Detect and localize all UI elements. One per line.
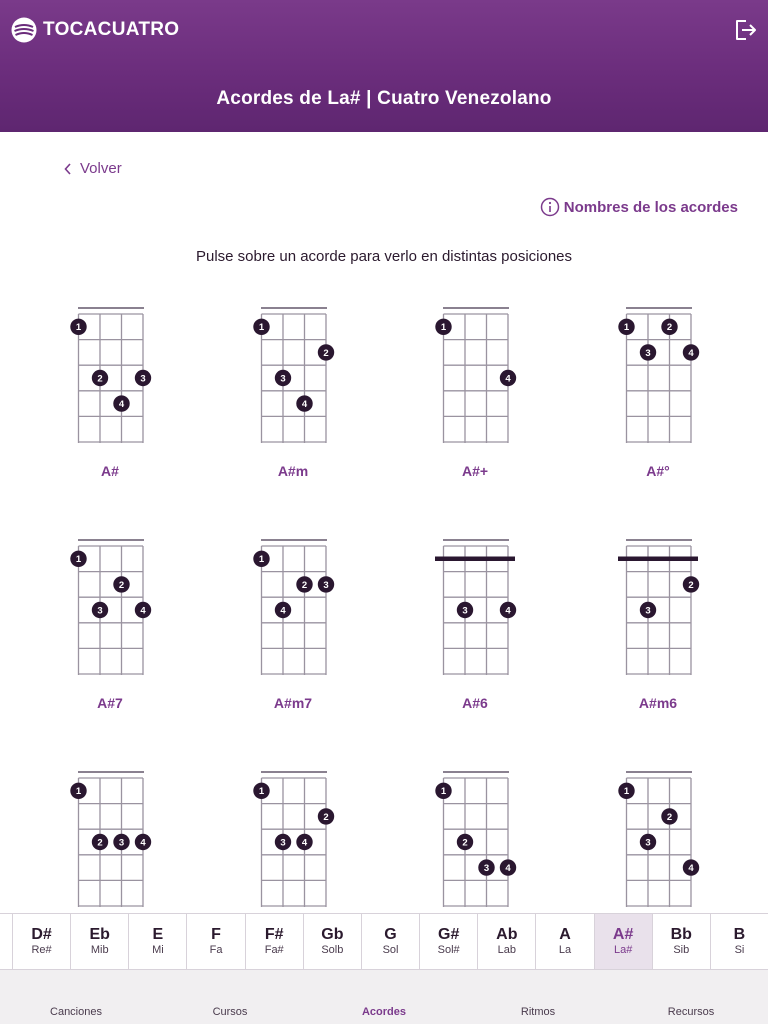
fretboard: [598, 768, 718, 912]
svg-text:3: 3: [323, 579, 329, 591]
finger-dot: [113, 576, 129, 592]
svg-text:3: 3: [645, 347, 651, 359]
chord-diagram[interactable]: [598, 304, 718, 494]
note-selector: [0, 913, 768, 970]
chord-diagram[interactable]: [50, 304, 170, 494]
logo-text: TOCACUATRO: [43, 19, 180, 40]
svg-text:4: 4: [118, 399, 125, 410]
finger-dot: [457, 834, 473, 850]
fretboard: [415, 536, 535, 686]
page-title: Acordes de La# | Cuatro Venezolano: [216, 88, 552, 109]
note-solfege: La: [558, 944, 572, 956]
fretboard: [233, 304, 353, 454]
fretboard: [598, 304, 718, 454]
logo-icon: [11, 17, 37, 43]
finger-dot: [683, 859, 699, 875]
fretboard: [415, 768, 535, 912]
note-solfege: Fa#: [264, 944, 284, 956]
note-solfege: Mi: [152, 944, 164, 956]
nav-item-cursos[interactable]: Cursos: [212, 1006, 248, 1018]
note-name: Gb: [321, 926, 344, 943]
note-name: D#: [31, 926, 52, 943]
note-tab-si[interactable]: [710, 914, 768, 969]
note-tab-fa-sharp[interactable]: [245, 914, 303, 969]
note-name: F#: [264, 926, 284, 943]
fretboard: [598, 536, 718, 686]
chord-diagram[interactable]: [50, 536, 170, 726]
note-tab-sol[interactable]: [361, 914, 419, 969]
finger-dot: [113, 834, 129, 850]
finger-dot: [500, 859, 516, 875]
back-button[interactable]: [64, 160, 122, 177]
finger-dot: [318, 576, 334, 592]
svg-text:3: 3: [280, 373, 286, 385]
nav-item-acordes[interactable]: Acordes: [361, 1006, 407, 1018]
note-solfege: Sol: [382, 944, 399, 956]
finger-dot: [296, 834, 312, 850]
chevron-left-icon: [64, 163, 72, 175]
back-label: Volver: [80, 160, 122, 177]
fretboard: [415, 304, 535, 454]
chord-diagram[interactable]: [415, 536, 535, 726]
svg-text:1: 1: [623, 322, 630, 334]
svg-text:4: 4: [140, 837, 146, 849]
chord-name: A#m7: [273, 695, 313, 711]
svg-text:1: 1: [440, 786, 447, 798]
finger-dot: [683, 576, 699, 592]
finger-dot: [135, 602, 151, 618]
chord-diagram[interactable]: [598, 768, 718, 912]
finger-dot: [640, 602, 656, 618]
chord-diagram[interactable]: [233, 536, 353, 726]
svg-text:2: 2: [666, 322, 673, 334]
finger-dot: [113, 395, 129, 411]
finger-dot: [92, 834, 108, 850]
svg-text:3: 3: [280, 837, 286, 849]
chord-diagram[interactable]: [415, 304, 535, 494]
finger-dot: [640, 344, 656, 360]
finger-dot: [478, 859, 494, 875]
chord-diagram[interactable]: [233, 768, 353, 912]
chord-diagram[interactable]: [415, 768, 535, 912]
svg-text:1: 1: [258, 554, 265, 566]
chord-diagram[interactable]: [50, 768, 170, 912]
note-name: E: [152, 926, 164, 943]
finger-dot: [500, 602, 516, 618]
fretboard: [50, 768, 170, 912]
finger-dot: [500, 370, 516, 386]
finger-dot: [683, 344, 699, 360]
note-solfege: Solb: [321, 944, 344, 956]
chord-name: A#+: [461, 463, 489, 479]
note-name: B: [733, 926, 746, 943]
chord-name: A#6: [462, 695, 488, 711]
note-tab-re-sharp[interactable]: [12, 914, 70, 969]
svg-text:2: 2: [688, 579, 694, 591]
fretboard: [233, 536, 353, 686]
svg-text:1: 1: [75, 554, 82, 566]
nav-item-recursos[interactable]: Recursos: [667, 1006, 715, 1018]
svg-text:2: 2: [301, 579, 308, 591]
svg-text:4: 4: [505, 605, 511, 617]
finger-dot: [253, 783, 269, 799]
finger-dot: [661, 808, 677, 824]
svg-text:1: 1: [258, 322, 265, 334]
note-solfege: Mib: [90, 944, 109, 956]
svg-text:1: 1: [258, 786, 265, 798]
finger-dot: [70, 551, 86, 567]
svg-text:1: 1: [75, 786, 82, 798]
note-tab-solb[interactable]: [303, 914, 361, 969]
fretboard: [50, 536, 170, 686]
info-icon: [540, 197, 560, 217]
note-tab-la-sharp[interactable]: [594, 914, 652, 969]
chord-name: A#m6: [638, 695, 678, 711]
note-name: G#: [438, 926, 460, 943]
app-header: [0, 0, 768, 132]
svg-text:2: 2: [118, 579, 125, 591]
svg-text:4: 4: [505, 373, 511, 385]
finger-dot: [618, 319, 634, 335]
svg-text:4: 4: [280, 605, 286, 617]
chord-name: A#: [101, 463, 119, 479]
note-solfege: Lab: [497, 944, 516, 956]
finger-dot: [318, 344, 334, 360]
note-name: Eb: [89, 926, 110, 943]
chord-name: A#7: [97, 695, 123, 711]
svg-text:2: 2: [323, 347, 329, 359]
svg-text:4: 4: [688, 863, 694, 874]
chord-diagram[interactable]: [598, 536, 718, 726]
chord-diagram[interactable]: [233, 304, 353, 494]
note-name: A#: [612, 926, 634, 943]
finger-dot: [296, 576, 312, 592]
finger-dot: [92, 370, 108, 386]
svg-text:1: 1: [75, 322, 82, 334]
fretboard: [233, 768, 353, 912]
note-solfege: Fa: [209, 944, 223, 956]
finger-dot: [92, 602, 108, 618]
svg-text:3: 3: [645, 837, 651, 849]
svg-text:3: 3: [97, 605, 103, 617]
nav-item-ritmos[interactable]: Ritmos: [520, 1006, 556, 1018]
chord-grid: [0, 290, 768, 912]
finger-dot: [661, 319, 677, 335]
note-solfege: La#: [613, 944, 633, 956]
fretboard: [50, 304, 170, 454]
note-tab-fa[interactable]: [186, 914, 244, 969]
finger-dot: [457, 602, 473, 618]
svg-text:4: 4: [140, 605, 146, 617]
logo[interactable]: [11, 17, 179, 43]
chord-names-link[interactable]: [540, 197, 738, 217]
svg-text:2: 2: [323, 811, 329, 823]
finger-dot: [135, 834, 151, 850]
note-solfege: Sol#: [437, 944, 460, 956]
note-solfege: Sib: [673, 944, 690, 956]
svg-text:3: 3: [462, 605, 468, 617]
chord-names-label: Nombres de los acordes: [563, 198, 738, 216]
svg-text:1: 1: [623, 786, 630, 798]
chord-name: A#m: [277, 463, 309, 479]
note-tab-mi[interactable]: [128, 914, 186, 969]
finger-dot: [253, 551, 269, 567]
note-tab-mib[interactable]: [70, 914, 128, 969]
svg-text:3: 3: [140, 373, 146, 385]
note-solfege: Re#: [31, 944, 52, 956]
svg-text:4: 4: [301, 837, 308, 849]
finger-dot: [135, 370, 151, 386]
svg-text:4: 4: [505, 863, 511, 874]
finger-dot: [640, 834, 656, 850]
note-tab-sol-sharp[interactable]: [419, 914, 477, 969]
svg-text:2: 2: [462, 837, 468, 849]
finger-dot: [70, 783, 86, 799]
nav-item-canciones[interactable]: Canciones: [50, 1006, 102, 1018]
note-name: Bb: [670, 926, 692, 943]
svg-text:3: 3: [483, 863, 490, 874]
svg-text:4: 4: [688, 347, 694, 359]
note-name: G: [384, 926, 397, 943]
instructions-text: Pulse sobre un acorde para verlo en distintas posiciones: [195, 248, 573, 265]
finger-dot: [318, 808, 334, 824]
finger-dot: [435, 783, 451, 799]
svg-text:2: 2: [666, 811, 673, 823]
note-tab-la[interactable]: [535, 914, 593, 969]
svg-text:4: 4: [301, 399, 308, 410]
finger-dot: [296, 395, 312, 411]
bottom-nav: [0, 970, 768, 1024]
finger-dot: [275, 602, 291, 618]
note-tab-lab[interactable]: [477, 914, 535, 969]
note-name: A: [559, 926, 571, 943]
note-name: F: [211, 926, 221, 943]
finger-dot: [253, 319, 269, 335]
finger-dot: [618, 783, 634, 799]
finger-dot: [275, 370, 291, 386]
note-name: Ab: [496, 926, 518, 943]
svg-text:3: 3: [118, 837, 125, 849]
svg-text:2: 2: [97, 837, 103, 849]
note-tab-sib[interactable]: [652, 914, 710, 969]
finger-dot: [435, 319, 451, 335]
svg-text:2: 2: [97, 373, 103, 385]
logout-icon[interactable]: [732, 17, 758, 43]
finger-dot: [70, 319, 86, 335]
note-solfege: Si: [734, 944, 745, 956]
svg-text:3: 3: [645, 605, 651, 617]
chord-name: A#°: [646, 463, 670, 479]
finger-dot: [275, 834, 291, 850]
svg-text:1: 1: [440, 322, 447, 334]
